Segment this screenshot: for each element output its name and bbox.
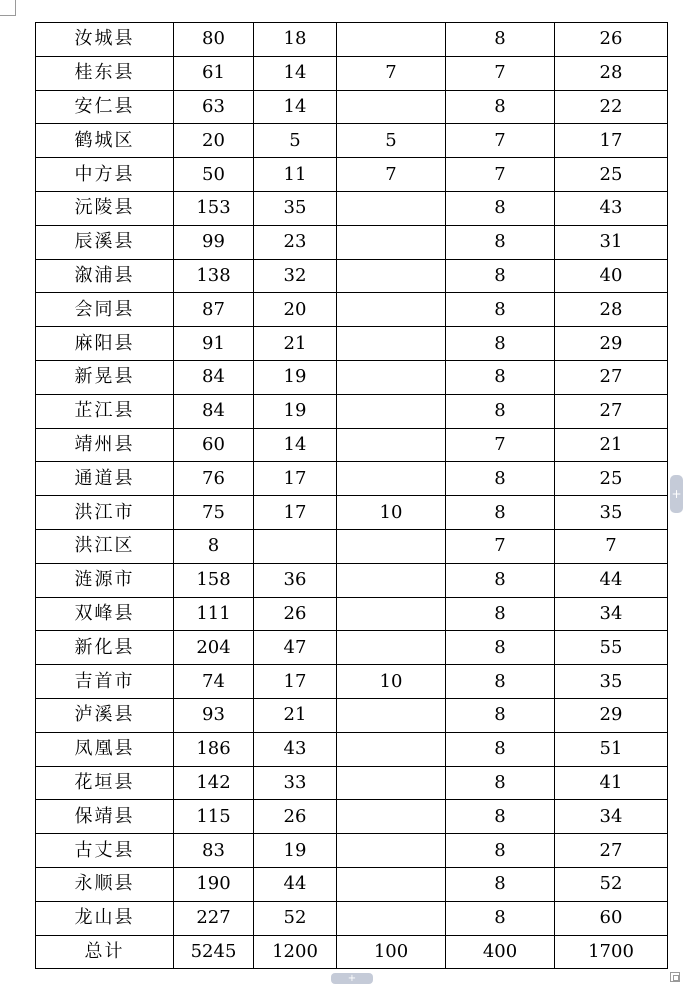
value-cell-col5: 8 <box>446 800 555 834</box>
value-cell-col5: 8 <box>446 597 555 631</box>
county-name-cell: 麻阳县 <box>36 327 174 361</box>
table-row <box>36 428 668 462</box>
value-cell-col6: 7 <box>555 529 668 563</box>
county-name-cell: 花垣县 <box>36 766 174 800</box>
table-row <box>36 293 668 327</box>
value-cell-col3: 19 <box>254 834 337 868</box>
value-cell-col6: 1700 <box>555 935 668 969</box>
table-row <box>36 563 668 597</box>
value-cell-col4: 100 <box>337 935 446 969</box>
table-row <box>36 90 668 124</box>
table-row <box>36 394 668 428</box>
value-cell-col6: 26 <box>555 23 668 57</box>
value-cell-col4: 7 <box>337 158 446 192</box>
value-cell-col3: 26 <box>254 800 337 834</box>
value-cell-col3: 35 <box>254 191 337 225</box>
value-cell-col3: 5 <box>254 124 337 158</box>
value-cell-col3: 32 <box>254 259 337 293</box>
county-name-cell: 靖州县 <box>36 428 174 462</box>
value-cell-col2: 75 <box>174 496 254 530</box>
value-cell-col4 <box>337 631 446 665</box>
value-cell-col5: 8 <box>446 360 555 394</box>
value-cell-col3: 19 <box>254 360 337 394</box>
table-row <box>36 225 668 259</box>
table-row <box>36 327 668 361</box>
value-cell-col3: 19 <box>254 394 337 428</box>
value-cell-col6: 28 <box>555 293 668 327</box>
county-name-cell: 辰溪县 <box>36 225 174 259</box>
value-cell-col3: 17 <box>254 462 337 496</box>
value-cell-col4 <box>337 225 446 259</box>
value-cell-col5: 7 <box>446 428 555 462</box>
value-cell-col4 <box>337 834 446 868</box>
value-cell-col5: 8 <box>446 462 555 496</box>
value-cell-col6: 29 <box>555 698 668 732</box>
table-body <box>36 23 668 969</box>
table-row <box>36 56 668 90</box>
county-name-cell: 新化县 <box>36 631 174 665</box>
value-cell-col2: 5245 <box>174 935 254 969</box>
value-cell-col2: 83 <box>174 834 254 868</box>
table-row <box>36 23 668 57</box>
county-name-cell: 洪江区 <box>36 529 174 563</box>
value-cell-col5: 8 <box>446 394 555 428</box>
table-row <box>36 158 668 192</box>
value-cell-col4 <box>337 394 446 428</box>
value-cell-col6: 21 <box>555 428 668 462</box>
table-resize-handle[interactable] <box>670 972 680 982</box>
value-cell-col4 <box>337 90 446 124</box>
value-cell-col2: 142 <box>174 766 254 800</box>
value-cell-col2: 153 <box>174 191 254 225</box>
value-cell-col2: 60 <box>174 428 254 462</box>
value-cell-col6: 34 <box>555 800 668 834</box>
value-cell-col6: 52 <box>555 867 668 901</box>
value-cell-col2: 8 <box>174 529 254 563</box>
value-cell-col3: 23 <box>254 225 337 259</box>
value-cell-col6: 40 <box>555 259 668 293</box>
value-cell-col3 <box>254 529 337 563</box>
county-name-cell: 溆浦县 <box>36 259 174 293</box>
value-cell-col2: 20 <box>174 124 254 158</box>
total-row <box>36 935 668 969</box>
value-cell-col5: 400 <box>446 935 555 969</box>
table-row <box>36 631 668 665</box>
table-row <box>36 259 668 293</box>
plus-icon: + <box>671 487 682 501</box>
county-name-cell: 桂东县 <box>36 56 174 90</box>
value-cell-col3: 36 <box>254 563 337 597</box>
value-cell-col6: 29 <box>555 327 668 361</box>
add-row-handle[interactable] <box>331 973 373 984</box>
value-cell-col4 <box>337 293 446 327</box>
value-cell-col5: 7 <box>446 124 555 158</box>
value-cell-col3: 17 <box>254 496 337 530</box>
county-name-cell: 吉首市 <box>36 665 174 699</box>
county-name-cell: 龙山县 <box>36 901 174 935</box>
value-cell-col4 <box>337 732 446 766</box>
county-name-cell: 汝城县 <box>36 23 174 57</box>
county-name-cell: 会同县 <box>36 293 174 327</box>
county-name-cell: 保靖县 <box>36 800 174 834</box>
value-cell-col6: 25 <box>555 158 668 192</box>
allocation-table <box>35 22 668 969</box>
table-row <box>36 732 668 766</box>
value-cell-col6: 22 <box>555 90 668 124</box>
county-name-cell: 通道县 <box>36 462 174 496</box>
county-name-cell: 中方县 <box>36 158 174 192</box>
value-cell-col6: 44 <box>555 563 668 597</box>
table-row <box>36 462 668 496</box>
value-cell-col5: 7 <box>446 56 555 90</box>
county-name-cell: 芷江县 <box>36 394 174 428</box>
value-cell-col2: 61 <box>174 56 254 90</box>
value-cell-col2: 63 <box>174 90 254 124</box>
value-cell-col2: 80 <box>174 23 254 57</box>
value-cell-col6: 31 <box>555 225 668 259</box>
county-name-cell: 古丈县 <box>36 834 174 868</box>
value-cell-col2: 138 <box>174 259 254 293</box>
value-cell-col5: 8 <box>446 698 555 732</box>
value-cell-col2: 50 <box>174 158 254 192</box>
value-cell-col6: 41 <box>555 766 668 800</box>
value-cell-col5: 8 <box>446 665 555 699</box>
value-cell-col3: 14 <box>254 428 337 462</box>
county-name-cell: 安仁县 <box>36 90 174 124</box>
value-cell-col4 <box>337 259 446 293</box>
value-cell-col3: 20 <box>254 293 337 327</box>
value-cell-col3: 14 <box>254 56 337 90</box>
total-label-cell: 总计 <box>36 935 174 969</box>
value-cell-col6: 51 <box>555 732 668 766</box>
value-cell-col4 <box>337 327 446 361</box>
value-cell-col3: 52 <box>254 901 337 935</box>
value-cell-col4 <box>337 800 446 834</box>
value-cell-col2: 76 <box>174 462 254 496</box>
value-cell-col2: 84 <box>174 360 254 394</box>
plus-icon: + <box>347 973 357 984</box>
value-cell-col5: 8 <box>446 23 555 57</box>
value-cell-col3: 26 <box>254 597 337 631</box>
value-cell-col4 <box>337 529 446 563</box>
value-cell-col4 <box>337 766 446 800</box>
value-cell-col4 <box>337 191 446 225</box>
value-cell-col4 <box>337 360 446 394</box>
county-name-cell: 鹤城区 <box>36 124 174 158</box>
county-name-cell: 双峰县 <box>36 597 174 631</box>
value-cell-col2: 227 <box>174 901 254 935</box>
table-row <box>36 665 668 699</box>
value-cell-col3: 1200 <box>254 935 337 969</box>
value-cell-col6: 27 <box>555 360 668 394</box>
value-cell-col5: 8 <box>446 901 555 935</box>
value-cell-col4 <box>337 462 446 496</box>
value-cell-col5: 8 <box>446 259 555 293</box>
value-cell-col4 <box>337 563 446 597</box>
table-row <box>36 360 668 394</box>
county-name-cell: 涟源市 <box>36 563 174 597</box>
value-cell-col4: 10 <box>337 665 446 699</box>
value-cell-col5: 8 <box>446 225 555 259</box>
value-cell-col5: 8 <box>446 496 555 530</box>
table-row <box>36 124 668 158</box>
value-cell-col2: 91 <box>174 327 254 361</box>
value-cell-col4: 7 <box>337 56 446 90</box>
county-name-cell: 泸溪县 <box>36 698 174 732</box>
value-cell-col3: 11 <box>254 158 337 192</box>
value-cell-col4 <box>337 597 446 631</box>
county-name-cell: 凤凰县 <box>36 732 174 766</box>
table-row <box>36 529 668 563</box>
value-cell-col4 <box>337 428 446 462</box>
table-row <box>36 901 668 935</box>
value-cell-col5: 8 <box>446 563 555 597</box>
value-cell-col5: 8 <box>446 191 555 225</box>
value-cell-col4 <box>337 23 446 57</box>
value-cell-col3: 18 <box>254 23 337 57</box>
value-cell-col4: 5 <box>337 124 446 158</box>
table-row <box>36 698 668 732</box>
table-row <box>36 496 668 530</box>
value-cell-col3: 43 <box>254 732 337 766</box>
value-cell-col5: 8 <box>446 732 555 766</box>
value-cell-col6: 27 <box>555 834 668 868</box>
value-cell-col3: 33 <box>254 766 337 800</box>
table-row <box>36 800 668 834</box>
value-cell-col2: 84 <box>174 394 254 428</box>
value-cell-col6: 55 <box>555 631 668 665</box>
value-cell-col2: 87 <box>174 293 254 327</box>
value-cell-col2: 115 <box>174 800 254 834</box>
value-cell-col4 <box>337 698 446 732</box>
value-cell-col2: 99 <box>174 225 254 259</box>
value-cell-col6: 28 <box>555 56 668 90</box>
value-cell-col5: 8 <box>446 867 555 901</box>
value-cell-col4: 10 <box>337 496 446 530</box>
value-cell-col2: 204 <box>174 631 254 665</box>
value-cell-col2: 74 <box>174 665 254 699</box>
value-cell-col3: 14 <box>254 90 337 124</box>
value-cell-col2: 93 <box>174 698 254 732</box>
county-name-cell: 沅陵县 <box>36 191 174 225</box>
value-cell-col5: 8 <box>446 293 555 327</box>
county-name-cell: 永顺县 <box>36 867 174 901</box>
value-cell-col5: 8 <box>446 631 555 665</box>
value-cell-col6: 35 <box>555 665 668 699</box>
table-row <box>36 867 668 901</box>
value-cell-col2: 158 <box>174 563 254 597</box>
value-cell-col5: 7 <box>446 529 555 563</box>
table-row <box>36 597 668 631</box>
value-cell-col5: 7 <box>446 158 555 192</box>
value-cell-col3: 44 <box>254 867 337 901</box>
value-cell-col6: 17 <box>555 124 668 158</box>
value-cell-col4 <box>337 901 446 935</box>
value-cell-col3: 21 <box>254 327 337 361</box>
county-name-cell: 洪江市 <box>36 496 174 530</box>
value-cell-col4 <box>337 867 446 901</box>
value-cell-col6: 43 <box>555 191 668 225</box>
table-row <box>36 766 668 800</box>
value-cell-col2: 190 <box>174 867 254 901</box>
value-cell-col3: 17 <box>254 665 337 699</box>
value-cell-col5: 8 <box>446 766 555 800</box>
value-cell-col6: 27 <box>555 394 668 428</box>
value-cell-col6: 35 <box>555 496 668 530</box>
value-cell-col5: 8 <box>446 90 555 124</box>
value-cell-col3: 47 <box>254 631 337 665</box>
value-cell-col6: 34 <box>555 597 668 631</box>
page-corner-mark <box>0 0 16 16</box>
value-cell-col6: 25 <box>555 462 668 496</box>
table-row <box>36 834 668 868</box>
value-cell-col5: 8 <box>446 327 555 361</box>
value-cell-col2: 111 <box>174 597 254 631</box>
table-row <box>36 191 668 225</box>
value-cell-col3: 21 <box>254 698 337 732</box>
add-column-handle[interactable] <box>670 475 683 513</box>
value-cell-col2: 186 <box>174 732 254 766</box>
value-cell-col5: 8 <box>446 834 555 868</box>
value-cell-col6: 60 <box>555 901 668 935</box>
county-name-cell: 新晃县 <box>36 360 174 394</box>
